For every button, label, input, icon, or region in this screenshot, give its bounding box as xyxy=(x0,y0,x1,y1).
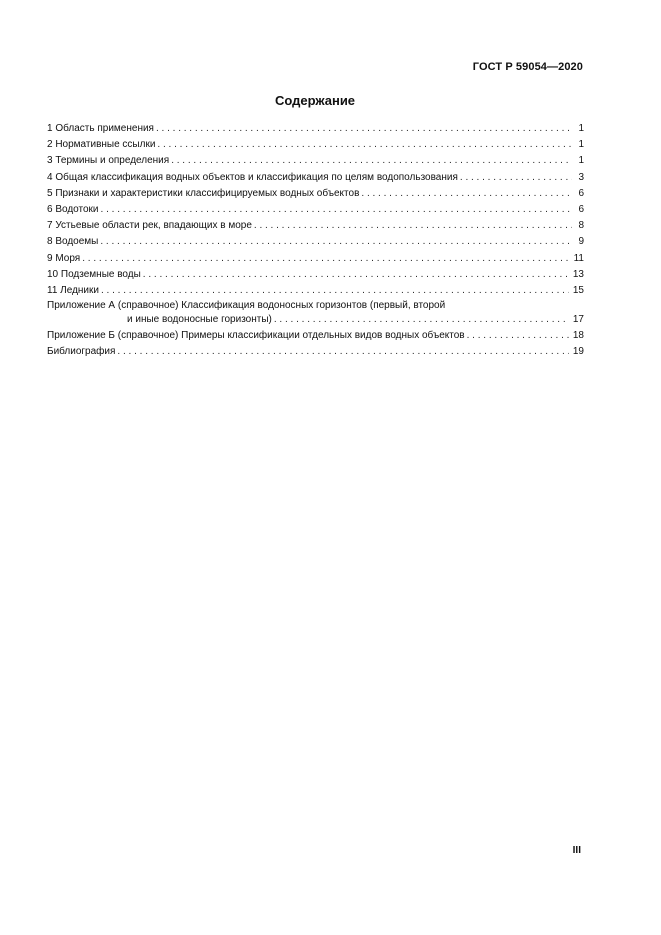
toc-entry-label: 11 Ледники xyxy=(47,284,99,296)
toc-entry-2[interactable] xyxy=(47,137,584,153)
dot-leader xyxy=(361,186,572,202)
toc-entry-10[interactable] xyxy=(47,267,584,283)
dot-leader xyxy=(100,234,572,250)
toc-entry-11[interactable] xyxy=(47,283,584,299)
toc-entry-label: 9 Моря xyxy=(47,252,81,264)
toc-entry-label: Приложение А (справочное) Классификация водоносных горизонтов (первый, второй xyxy=(47,300,446,312)
toc-entry-6[interactable] xyxy=(47,202,584,218)
table-of-contents xyxy=(47,121,584,361)
document-code: ГОСТ Р 59054—2020 xyxy=(472,61,583,73)
dot-leader xyxy=(101,283,569,299)
dot-leader xyxy=(254,218,572,234)
toc-entry-page: 1 xyxy=(578,155,584,167)
toc-entry-label: Библиография xyxy=(47,346,116,358)
toc-entry-page: 1 xyxy=(578,123,584,134)
toc-entry-label: 3 Термины и определения xyxy=(47,155,170,167)
toc-entry-page: 3 xyxy=(578,171,584,183)
toc-entry-page: 1 xyxy=(578,139,584,151)
toc-entry-appendix-a-line1[interactable] xyxy=(47,299,584,312)
toc-entry-8[interactable] xyxy=(47,234,584,250)
toc-title: Содержание xyxy=(274,93,356,108)
toc-entry-page: 15 xyxy=(572,284,584,296)
dot-leader xyxy=(117,344,568,360)
toc-entry-label: 1 Область применения xyxy=(47,123,154,134)
toc-entry-page: 6 xyxy=(578,203,584,215)
dot-leader xyxy=(171,153,572,169)
toc-entry-page: 11 xyxy=(573,252,584,264)
toc-entry-label: 6 Водотоки xyxy=(47,203,99,215)
toc-entry-label: 4 Общая классификация водных объектов и классификация по целям водопользования xyxy=(47,171,458,183)
toc-entry-label: Приложение Б (справочное) Примеры классификации отдельных видов водных объектов xyxy=(47,330,465,342)
dot-leader xyxy=(143,267,569,283)
page-number: III xyxy=(572,845,581,856)
toc-entry-5[interactable] xyxy=(47,186,584,202)
toc-entry-page: 13 xyxy=(572,268,584,280)
dot-leader xyxy=(157,137,572,153)
dot-leader xyxy=(156,121,572,137)
toc-entry-9[interactable] xyxy=(47,251,584,267)
toc-entry-page: 17 xyxy=(572,314,584,326)
dot-leader xyxy=(460,170,572,186)
toc-entry-page: 9 xyxy=(578,236,584,248)
toc-entry-1[interactable] xyxy=(47,121,584,137)
dot-leader xyxy=(101,202,572,218)
toc-entry-page: 19 xyxy=(572,346,584,358)
toc-entry-bibliography[interactable] xyxy=(47,344,584,360)
toc-entry-label: 5 Признаки и характеристики классифицируемых водных объектов xyxy=(47,187,360,199)
toc-entry-label-continuation: и иные водоносные горизонты) xyxy=(127,314,272,326)
toc-entry-appendix-a[interactable] xyxy=(47,312,584,328)
toc-entry-page: 18 xyxy=(572,330,584,342)
dot-leader xyxy=(82,251,569,267)
toc-entry-label: 7 Устьевые области рек, впадающих в море xyxy=(47,220,252,232)
toc-entry-3[interactable] xyxy=(47,153,584,169)
toc-entry-4[interactable] xyxy=(47,170,584,186)
toc-entry-page: 6 xyxy=(578,187,584,199)
toc-entry-page: 8 xyxy=(578,220,584,232)
dot-leader xyxy=(467,328,569,344)
dot-leader xyxy=(274,312,569,328)
toc-entry-label: 10 Подземные воды xyxy=(47,268,141,280)
toc-entry-label: 2 Нормативные ссылки xyxy=(47,139,156,151)
toc-entry-label: 8 Водоемы xyxy=(47,236,99,248)
toc-entry-7[interactable] xyxy=(47,218,584,234)
toc-entry-appendix-b[interactable] xyxy=(47,328,584,344)
